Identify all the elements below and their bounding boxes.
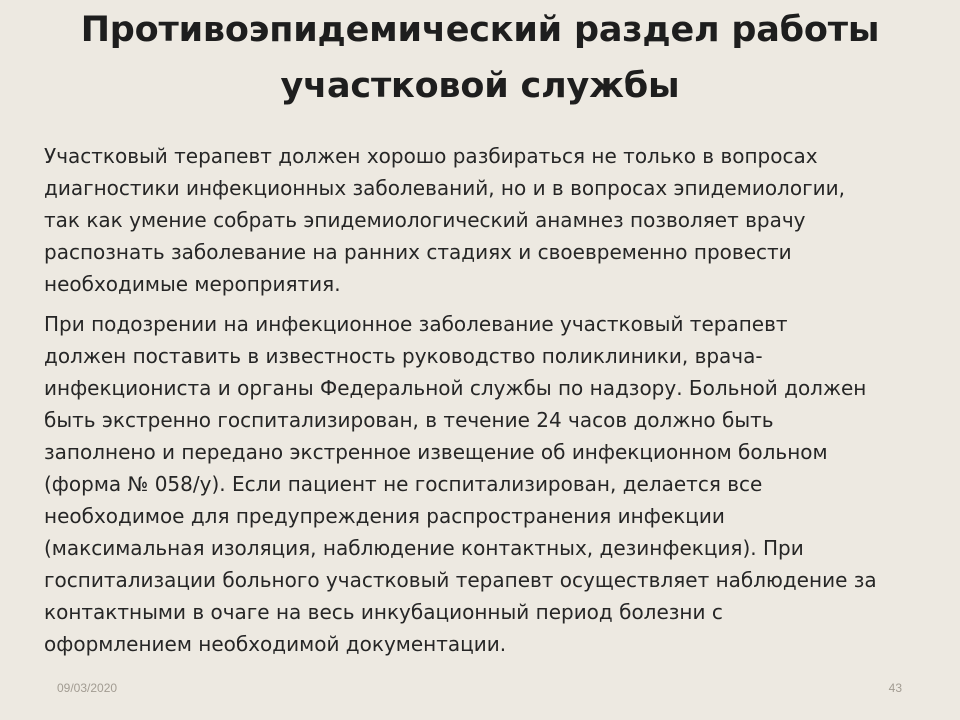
slide-title-line: участковой службы [280,66,680,106]
footer-page-number: 43 [888,681,902,695]
text-line: так как умение собрать эпидемиологический анамнез позволяет врачу [44,208,806,232]
text-line: необходимые мероприятия. [44,272,341,296]
text-line: При подозрении на инфекционное заболевание участковый терапевт [44,312,788,336]
text-line: инфекциониста и органы Федеральной службы по надзору. Больной должен [44,376,867,400]
text-line: госпитализации больного участковый терапевт осуществляет наблюдение за [44,568,877,592]
text-line: распознать заболевание на ранних стадиях и своевременно провести [44,240,792,264]
slide-body [44,140,920,660]
footer-date: 09/03/2020 [57,681,118,695]
text-line: должен поставить в известность руководство поликлиники, врача- [44,344,763,368]
text-line: (максимальная изоляция, наблюдение контактных, дезинфекция). При [44,536,804,560]
text-line: оформлением необходимой документации. [44,632,507,656]
text-line: (форма № 058/у). Если пациент не госпитализирован, делается все [44,472,763,496]
paragraph-diagnostics [44,140,920,300]
paragraph-infection-measures [44,308,920,660]
text-line: Участковый терапевт должен хорошо разбираться не только в вопросах [44,144,818,168]
slide-title [40,2,920,114]
text-line: контактными в очаге на весь инкубационный период болезни с [44,600,723,624]
text-line: необходимое для предупреждения распространения инфекции [44,504,725,528]
text-line: быть экстренно госпитализирован, в течение 24 часов должно быть [44,408,774,432]
slide-title-line: Противоэпидемический раздел работы [80,10,880,50]
text-line: заполнено и передано экстренное извещение об инфекционном больном [44,440,828,464]
text-line: диагностики инфекционных заболеваний, но и в вопросах эпидемиологии, [44,176,845,200]
